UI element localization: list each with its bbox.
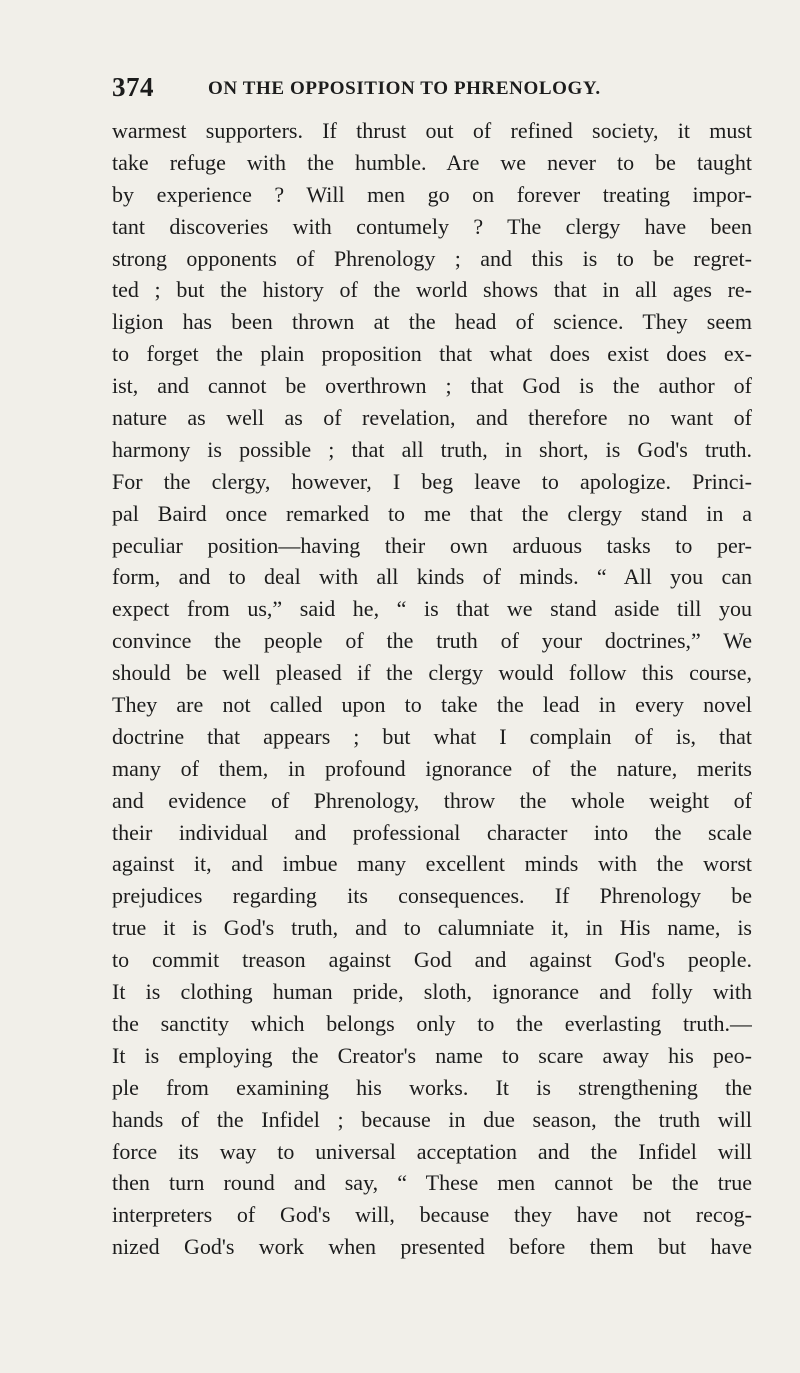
text-line: warmest supporters. If thrust out of refined society, it must <box>112 118 752 143</box>
body-text <box>112 115 752 1263</box>
text-line: should be well pleased if the clergy would follow this course, <box>112 660 752 686</box>
text-line: form, and to deal with all kinds of minds. “ All you can <box>112 564 752 590</box>
text-line: pal Baird once remarked to me that the clergy stand in a <box>112 500 752 526</box>
running-title: ON THE OPPOSITION TO PHRENOLOGY. <box>208 78 601 99</box>
text-line: expect from us,” said he, “ is that we stand aside till you <box>112 596 752 622</box>
text-line: hands of the Infidel ; because in due season, the truth will <box>112 1106 752 1132</box>
text-line: force its way to universal acceptation and the Infidel will <box>112 1138 752 1164</box>
page-header <box>112 72 752 108</box>
text-line: nature as well as of revelation, and therefore no want of <box>112 405 752 431</box>
text-line: ple from examining his works. It is strengthening the <box>112 1074 752 1100</box>
text-line: many of them, in profound ignorance of the nature, merits <box>112 755 752 781</box>
text-line: It is clothing human pride, sloth, ignorance and folly with <box>112 979 752 1005</box>
text-line: convince the people of the truth of your doctrines,” We <box>112 628 752 654</box>
text-line: prejudices regarding its consequences. If Phrenology be <box>112 883 752 909</box>
text-line: to forget the plain proposition that what does exist does ex- <box>112 341 752 367</box>
text-line: ligion has been thrown at the head of science. They seem <box>112 309 752 335</box>
text-line: the sanctity which belongs only to the everlasting truth.— <box>112 1010 752 1036</box>
text-line: ist, and cannot be overthrown ; that God is the author of <box>112 373 752 399</box>
text-line: strong opponents of Phrenology ; and this is to be regret- <box>112 245 752 271</box>
text-line: For the clergy, however, I beg leave to apologize. Princi- <box>112 468 752 494</box>
text-line: nized God's work when presented before them but have <box>112 1234 752 1260</box>
text-line: They are not called upon to take the lead in every novel <box>112 692 752 718</box>
text-line: interpreters of God's will, because they have not recog- <box>112 1202 752 1228</box>
text-line: their individual and professional character into the scale <box>112 819 752 845</box>
text-line: It is employing the Creator's name to scare away his peo- <box>112 1042 752 1068</box>
text-line: true it is God's truth, and to calumniate it, in His name, is <box>112 915 752 941</box>
text-line: tant discoveries with contumely ? The clergy have been <box>112 213 752 239</box>
text-line: to commit treason against God and against God's people. <box>112 947 752 973</box>
page-number: 374 <box>112 72 154 102</box>
text-line: then turn round and say, “ These men cannot be the true <box>112 1170 752 1196</box>
text-line: harmony is possible ; that all truth, in short, is God's truth. <box>112 436 752 462</box>
text-line: against it, and imbue many excellent minds with the worst <box>112 851 752 877</box>
text-line: and evidence of Phrenology, throw the whole weight of <box>112 787 752 813</box>
text-line: by experience ? Will men go on forever treating impor- <box>112 181 752 207</box>
text-line: peculiar position—having their own arduous tasks to per- <box>112 532 752 558</box>
text-line: ted ; but the history of the world shows that in all ages re- <box>112 277 752 303</box>
text-line: take refuge with the humble. Are we never to be taught <box>112 149 752 175</box>
text-line: doctrine that appears ; but what I complain of is, that <box>112 723 752 749</box>
